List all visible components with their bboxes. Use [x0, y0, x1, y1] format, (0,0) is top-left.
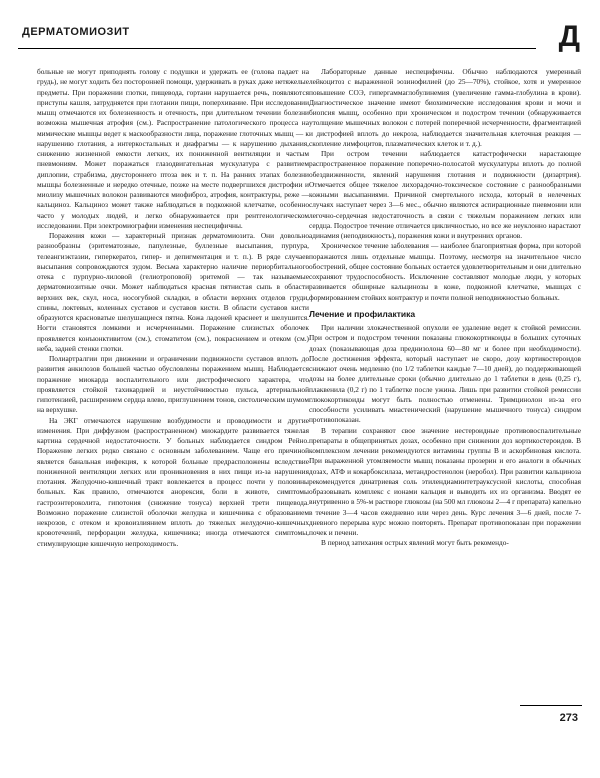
paragraph: Поражения кожи — характерный признак дерматомиозита. Они довольно разнообразны (эритематозные, папулезные, буллезные высыпания, пурпура, телеангиэктазии, гиперкератоз, гипер- и депигментация и т. п.). В ряде случаев высыпания сопровождаются зудом. Весьма характерно наличие периорбитального отека с пурпурно-лиловой (гелиотроповой) эритемой — так называемые дерматомиозитные очки. Может наблюдаться красная пятнистая сыпь в области верхних век, скул, носа, носогубной складки, в области верхних отделов груди, спины, локтевых, коленных суставов и суставов кисти. В области суставов кисти образуются красноватые шелушащиеся пятна. Кожа ладоней краснеет и шелушится. Ногти становятся ломкими и исчерченными. Поражение слизистых оболочек проявляется конъюнктивитом (см.), стоматитом (см.), покраснением и отеком (см.) неба, задней стенки глотки.: [37, 231, 309, 353]
paragraph: На ЭКГ отмечаются нарушение возбудимости и проводимости и другие изменения. При диффузном (распространенном) миокардите развивается тяжелая картина сердечной недостаточности. У больных наблюдается синдром Рейно. Поражение легких редко связано с основным заболеванием. Чаще его причиной является банальная инфекция, к которой больные предрасположены вследствие пониженной вентиляции легких или проникновения в них пищи из-за нарушения глотания. Желудочно-кишечный тракт вовлекается в процесс почти у половины больных. Как правило, отмечаются анорексия, боли в животе, симптомы гастроэнтероколита, гипотония (снижение тонуса) верхней трети пищевода. Возможно поражение слизистой оболочки желудка и кишечника с образованием некрозов, с отеком и кровоизлиянием вплоть до тяжелых желудочно-кишечных кровотечений, перфорации желудка, кишечника; иногда отмечаются симптомы, стимулирующие кишечную непроходимость.: [37, 415, 309, 548]
paragraph: В период затихания острых явлений могут быть рекомендо-: [321, 538, 509, 548]
paragraph: В терапии сохраняют свое значение нестероидные противовоспалительные препараты в общепринятых дозах, особенно при снижении доз кортикостероидов. В комплексном лечении рекомендуются витамины группы В и аскорбиновая кислота. При выраженной утомляемости мышц показаны прозерин и его аналоги в обычных дозах, АТФ и кокарбоксилаза, метандростенолон (неробол). При развитии кальциноза рекомендуется динатриевая соль этилендиаминтетрауксусной кислоты, способная образовывать комплекс с ионами кальция и выводить их из организма. Вводят ее внутривенно в 5%-м растворе глюкозы (на 500 мл глюкозы 2—4 г препарата) капельно в течение 3—4 часов ежедневно или через день. Курс лечения 3—6 дней, после 7-дневного перерыва курс можно повторять. Препарат противопоказан при поражении почек и печени.: [309, 425, 581, 537]
page-number: 273: [559, 712, 578, 724]
section-heading: Лечение и профилактика: [309, 308, 416, 319]
running-header-title: ДЕРМАТОМИОЗИТ: [22, 26, 130, 38]
paragraph: Хроническое течение заболевания — наиболее благоприятная форма, при которой поражаются лишь отдельные мышцы. Поэтому, несмотря на значительное число обострений, общее состояние больных остается удовлетворительным и они длительно сохраняют трудоспособность. Исключение составляют молодые люди, у которых развивается обширные кальцинозы в коже, подкожной клетчатке, мышцах с формированием стойких контрактур и почти полной неподвижностью больных.: [309, 241, 581, 302]
right-column: [309, 67, 581, 549]
left-column: [37, 67, 309, 549]
paragraph: При наличии злокачественной опухоли ее удаление ведет к стойкой ремиссии. При остром и подостром течении показаны глюкокортикоиды в больших суточных дозах (показывающая доза преднизолона 60—80 мг и более при необходимости). После достижения эффекта, который наступает не скоро, дозу кортикостероидов снижают очень медленно (по 1/2 таблетки каждые 7—10 дней), до поддерживающей дозы на более длительные сроки (обычно длительно до 1 таблетки в день (0,25 г), плаквенила (0,2 г) по 1 таблетке после ужина. Лишь при развитии стойкой ремиссии глюкокортикоиды могут быть полностью отменены. Тримцинолон из-за его способности усиливать миастенический (нарушение мышечного тонуса) синдром противопоказан.: [309, 323, 581, 425]
section-letter: Д: [558, 20, 580, 53]
paragraph: больные не могут приподнять голову с подушки и удержать ее (голова падает на грудь), не могут ходить без посторонней помощи, удерживать в руках даже нетяжелые предметы. При поражении глотки, пищевода, гортани нарушается речь, появляются приступы кашля, затрудняется при глотании пищи, поперхивание. При исследовании мышц отмечаются их болезненность и отечность, при длительном течении болезни возможна мышечная атрофия (см.). Распространение патологического процесса на мимические мышцы ведет к маскообразности лица, поражение глоточных мышц — к нарушению глотания, а интеркостальных и диафрагмы — к нарушению дыхания, снижению жизненной емкости легких, их пониженной вентиляции и частым пневмониям. Может поражаться глазодвигательная мускулатура с развитием диплопии, страбизма, двустороннего птоза век и т. п. На ранних этапах болезни мышцы болезненные и нередко отечные, позже на месте подвергшихся дистрофии и миолизу мышечных волокон развиваются миофиброз, атрофия, контрактуры, реже — кальциноз. Кальциноз может также наблюдаться в подкожной клетчатке, особенно часто у молодых людей, и легко обнаруживается при рентгенологическом исследовании. При электромиографии изменения неспецифичны.: [37, 67, 309, 230]
footer-rule: [520, 705, 582, 706]
header-rule: [18, 48, 536, 49]
paragraph: Лабораторные данные неспецифичны. Обычно наблюдаются умеренный лейкоцитоз с выраженной эозинофилией (до 25—70%), стойкое, хотя и умеренное повышение СОЭ, гипергаммаглобулинемия (увеличение гамма-глобулина в крови). Диагностическое значение имеют биохимические исследования крови и мочи и биопсия мышц, особенно при хроническом и подостром течении (обнаруживается утолщение мышечных волокон с потерей поперечной исчерченности, фрагментацией и дистрофией вплоть до некроза, наблюдается значительная клеточная реакция — скопление лимфоцитов, плазматических клеток и т. д.).: [309, 67, 581, 148]
running-header: [18, 22, 582, 56]
paragraph: При остром течении наблюдается катастрофически нарастающее распространенное поражение поперечно-полосатой мускулатуры вплоть до полной обездвиженности, явлений нарушения глотания и подвижности (дизартрия). Отмечается общее тяжелое лихорадочно-токсическое состояние с разнообразными кожными высыпаниями. Причиной смертельного исхода, который в нелеченых случаях наступает через 3—6 мес., обычно являются аспирационные пневмонии или легочно-сердечная недостаточность в связи с тяжелым поражением легких или сердца. Подострое течение отличается цикличностью, но все же неуклонно нарастают адинамия (неподвижность), поражения кожи и внутренних органов.: [309, 149, 581, 240]
paragraph: Полиартралгии при движении и ограничении подвижности суставов вплоть до развития анкилозов большей частью обусловлены поражением мышц. Наблюдается поражение миокарда воспалительного или дистрофического характера, что проявляется стойкой тахикардией и неустойчивостью пульса, артериальной гипотензией, расширением сердца влево, приглушением тонов, систолическим шумом на верхушке.: [37, 354, 309, 415]
